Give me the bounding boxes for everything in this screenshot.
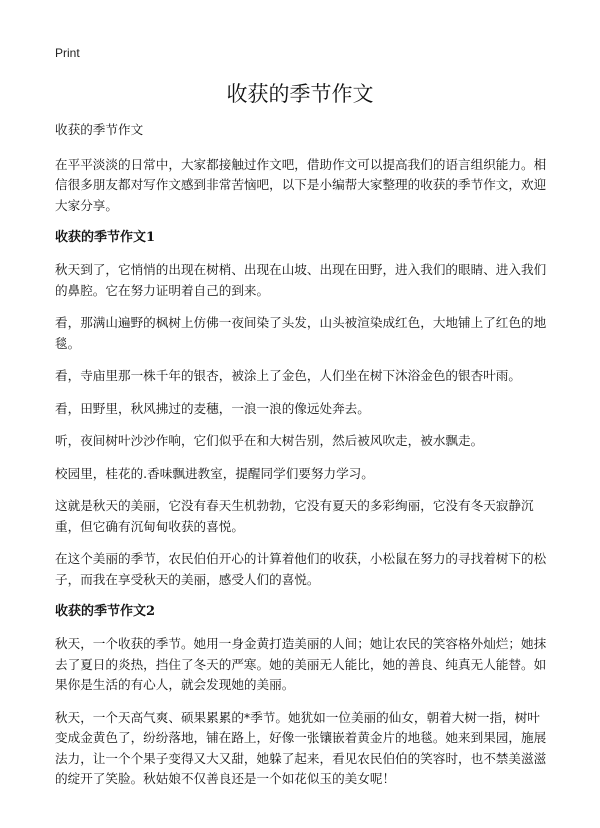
intro-paragraph: 在平平淡淡的日常中，大家都接触过作文吧，借助作文可以提高我们的语言组织能力。相信很多朋友都对写作文感到非常苦恼吧，以下是小编帮大家整理的收获的季节作文，欢迎大家分享。 (55, 156, 547, 213)
paragraph: 听，夜间树叶沙沙作响，它们似乎在和大树告别，然后被风吹走，被水飘走。 (55, 433, 484, 448)
paragraph: 看，田野里，秋风拂过的麦穗，一浪一浪的像远处奔去。 (55, 400, 370, 416)
page-title: 收获的季节作文 (226, 82, 374, 106)
paragraph: 秋天，一个天高气爽、硕果累累的*季节。她犹如一位美丽的仙女，朝着大树一指，树叶变成金黄色了，纷纷落地，铺在路上，好像一张镶嵌着黄金片的地毯。她来到果园，施展法力，让一个个果子变得又大又甜，她躲了起来，看见农民伯伯的笑容时，也不禁美滋滋的绽开了笑脸。秋姑娘不仅善良还是一个如花似玉的美女呢！ (55, 709, 547, 786)
paragraph: 看，那满山遍野的枫树上仿佛一夜间染了头发，山头被渲染成红色，大地铺上了红色的地毯。 (55, 315, 547, 351)
paragraph: 在这个美丽的季节，农民伯伯开心的计算着他们的收获，小松鼠在努力的寻找着树下的松子，而我在享受秋天的美丽，感受人们的喜悦。 (55, 551, 547, 587)
print-link[interactable]: Print (55, 46, 80, 60)
section-heading-1: 收获的季节作文1 (55, 230, 156, 245)
section-heading-2: 收获的季节作文2 (55, 604, 156, 619)
article-subtitle: 收获的季节作文 (55, 122, 144, 137)
article-body (55, 120, 549, 802)
paragraph: 秋天到了，它悄悄的出现在树梢、出现在山坡、出现在田野，进入我们的眼睛、进入我们的鼻腔。它在努力证明着自己的到来。 (55, 262, 547, 298)
paragraph: 这就是秋天的美丽，它没有春天生机勃勃，它没有夏天的多彩绚丽，它没有冬天寂静沉重，但它确有沉甸甸收获的喜悦。 (55, 498, 534, 534)
paragraph: 看，寺庙里那一株千年的银杏，被涂上了金色，人们坐在树下沐浴金色的银杏叶雨。 (55, 368, 521, 383)
paragraph: 校园里，桂花的.香味飘进教室，提醒同学们要努力学习。 (55, 465, 374, 481)
paragraph: 秋天，一个收获的季节。她用一身金黄打造美丽的人间；她让农民的笑容格外灿烂；她抹去了夏日的炎热，挡住了冬天的严寒。她的美丽无人能比，她的善良、纯真无人能替。如果你是生活的有心人，就会发现她的美丽。 (55, 636, 547, 692)
